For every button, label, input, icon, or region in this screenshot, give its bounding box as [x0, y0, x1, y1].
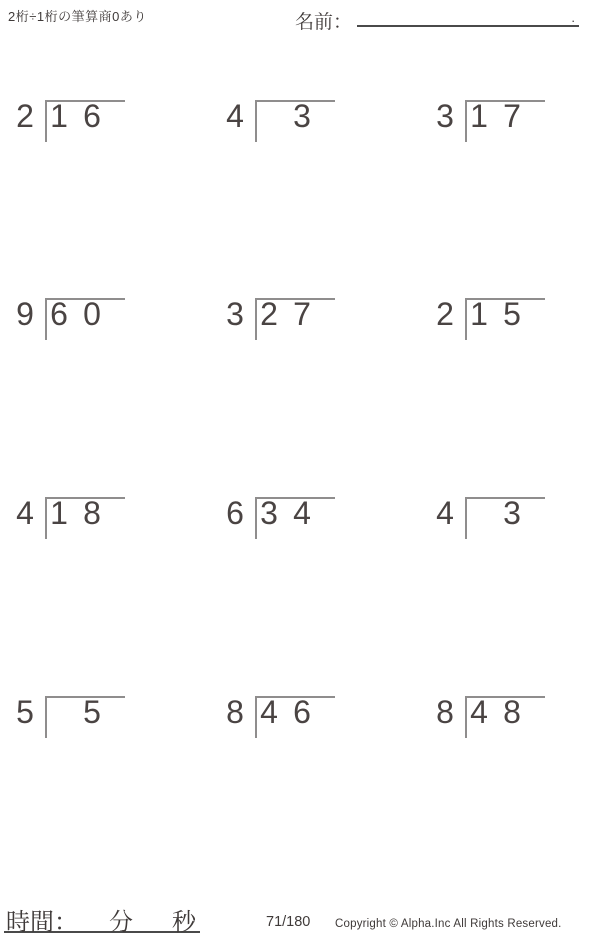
time-blank-line — [4, 902, 200, 936]
divisor: 2 — [436, 296, 454, 332]
dividend-tens: 2 — [260, 296, 278, 332]
page-number: 71/180 — [266, 914, 311, 930]
dividend-ones: 6 — [293, 694, 311, 730]
division-problem — [215, 694, 385, 746]
divisor: 3 — [436, 98, 454, 134]
dividend-ones: 8 — [503, 694, 521, 730]
divisor: 4 — [226, 98, 244, 134]
dividend-tens: 6 — [50, 296, 68, 332]
dividend-tens: 4 — [260, 694, 278, 730]
division-problem — [425, 98, 595, 150]
division-problem — [5, 98, 175, 150]
divisor: 8 — [226, 694, 244, 730]
dividend-tens: 4 — [470, 694, 488, 730]
dividend-ones: 4 — [293, 495, 311, 531]
dividend-ones: 3 — [503, 495, 521, 531]
division-problem — [5, 694, 175, 746]
dividend-tens: 3 — [260, 495, 278, 531]
divisor: 3 — [226, 296, 244, 332]
dividend-tens: 1 — [470, 98, 488, 134]
dividend-ones: 6 — [83, 98, 101, 134]
divisor: 2 — [16, 98, 34, 134]
division-problem — [215, 495, 385, 547]
division-problem — [425, 296, 595, 348]
dividend-tens: 1 — [50, 495, 68, 531]
divisor: 5 — [16, 694, 34, 730]
dividend-tens: 1 — [50, 98, 68, 134]
dividend-ones: 5 — [503, 296, 521, 332]
divisor: 9 — [16, 296, 34, 332]
dividend-ones: 3 — [293, 98, 311, 134]
name-label: 名前： — [295, 12, 353, 33]
minutes-label: 分 — [109, 909, 133, 936]
dividend-tens: 1 — [470, 296, 488, 332]
copyright-notice: Copyright © Alpha.Inc All Rights Reserved. — [335, 918, 562, 930]
divisor: 4 — [436, 495, 454, 531]
dividend-ones: 5 — [83, 694, 101, 730]
division-problem — [5, 495, 175, 547]
divisor: 8 — [436, 694, 454, 730]
dividend-ones: 7 — [293, 296, 311, 332]
division-problem — [215, 296, 385, 348]
dividend-ones: 7 — [503, 98, 521, 134]
division-problem — [215, 98, 385, 150]
divisor: 4 — [16, 495, 34, 531]
seconds-label: 秒 — [172, 909, 196, 936]
dividend-ones: 0 — [83, 296, 101, 332]
worksheet-title: 2桁÷1桁の筆算商0あり — [8, 9, 147, 24]
division-problem — [425, 495, 595, 547]
time-label: 時間： — [6, 909, 78, 936]
divisor: 6 — [226, 495, 244, 531]
division-problem — [5, 296, 175, 348]
dividend-ones: 8 — [83, 495, 101, 531]
name-blank-line: . — [357, 8, 579, 27]
division-problem — [425, 694, 595, 746]
